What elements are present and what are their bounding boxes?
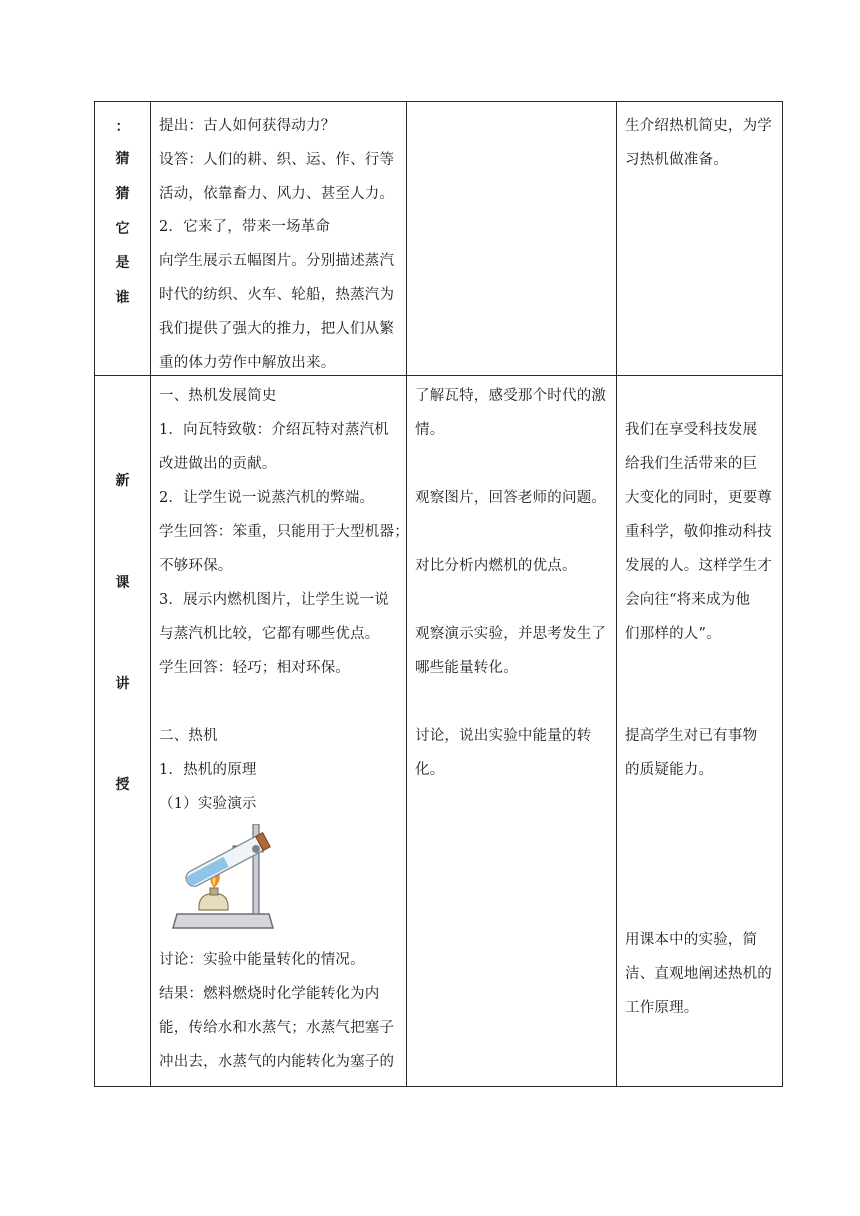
text-line: 活动，依靠畜力、风力、甚至人力。 [159,186,395,202]
text-line: 提高学生对已有事物 [625,728,758,744]
text-line: 结果：燃料燃烧时化学能转化为内 [159,986,380,1002]
text-line: 1．热机的原理 [159,762,257,778]
text-line: 大变化的同时，更要尊 [625,490,772,506]
section-char: 授 [115,777,130,793]
text-line: 情。 [415,422,445,438]
design-intent-cell [617,376,783,1087]
text-line: 讨论，说出实验中能量的转 [415,728,592,744]
table-row [95,102,783,376]
text-line: 习热机做准备。 [625,152,728,168]
text-line: 与蒸汽机比较，它都有哪些优点。 [159,626,380,642]
section-char: 猜 [115,151,130,167]
text-line: 哪些能量转化。 [415,660,518,676]
section-char: ： [115,119,130,135]
text-line: 我们在享受科技发展 [625,422,758,438]
text-line: 时代的纺织、火车、轮船，热蒸汽为 [159,287,395,303]
section-char: 课 [115,575,130,591]
text-line: 2．它来了，带来一场革命 [159,219,331,235]
text-line: 洁、直观地阐述热机的 [625,966,772,982]
section-char: 猜 [115,186,130,202]
text-line: 设答：人们的耕、织、运、作、行等 [159,152,395,168]
text-line: 化。 [415,762,445,778]
text-line: 二、热机 [159,728,218,744]
text-line: 发展的人。这样学生才 [625,558,772,574]
text-line: 我们提供了强大的推力，把人们从繁 [159,321,395,337]
teacher-activity-cell [151,102,407,376]
text-line: 能，传给水和水蒸气；水蒸气把塞子 [159,1020,395,1036]
text-line: 生介绍热机简史，为学 [625,118,772,134]
text-line: 观察图片，回答老师的问题。 [415,490,607,506]
section-char: 讲 [115,676,130,692]
text-line: 观察演示实验，并思考发生了 [415,626,607,642]
teacher-activity-cell [151,376,407,1087]
text-line: 向学生展示五幅图片。分别描述蒸汽 [159,253,395,269]
text-line: 冲出去，水蒸气的内能转化为塞子的 [159,1054,395,1070]
text-line: 不够环保。 [159,558,233,574]
text-line: 提出：古人如何获得动力？ [159,118,336,134]
text-line: 们那样的人”。 [625,626,721,642]
text-line: 3．展示内燃机图片，让学生说一说 [159,592,389,608]
table-row [95,376,783,1087]
text-line: 重科学，敬仰推动科技 [625,524,772,540]
text-line: 会向往“将来成为他 [625,592,751,608]
student-activity-cell [407,376,617,1087]
text-line: 讨论：实验中能量转化的情况。 [159,952,365,968]
design-intent-cell [617,102,783,376]
text-line: 工作原理。 [625,1000,699,1016]
text-line: 学生回答：轻巧；相对环保。 [159,660,351,676]
lesson-plan-table [94,101,783,1087]
text-line: 2．让学生说一说蒸汽机的弊端。 [159,490,375,506]
text-line: 学生回答：笨重，只能用于大型机器； [159,524,409,540]
section-char: 新 [115,473,130,489]
text-line: 的质疑能力。 [625,762,714,778]
student-activity-cell [407,102,617,376]
text-line: 1．向瓦特致敬：介绍瓦特对蒸汽机 [159,422,389,438]
section-char: 是 [115,255,130,271]
text-line: 改进做出的贡献。 [159,456,277,472]
text-line: 用课本中的实验，简 [625,932,758,948]
text-line: 一、热机发展简史 [159,388,277,404]
section-cell-guess [95,102,151,376]
section-char: 它 [115,221,130,237]
text-line: 对比分析内燃机的优点。 [415,558,577,574]
text-line: （1）实验演示 [159,796,257,812]
text-line: 了解瓦特，感受那个时代的激 [415,388,607,404]
experiment-apparatus-illustration [169,824,281,932]
text-line: 重的体力劳作中解放出来。 [159,355,336,371]
section-cell-new-lesson [95,376,151,1087]
text-line: 给我们生活带来的巨 [625,456,758,472]
section-char: 谁 [115,290,130,306]
